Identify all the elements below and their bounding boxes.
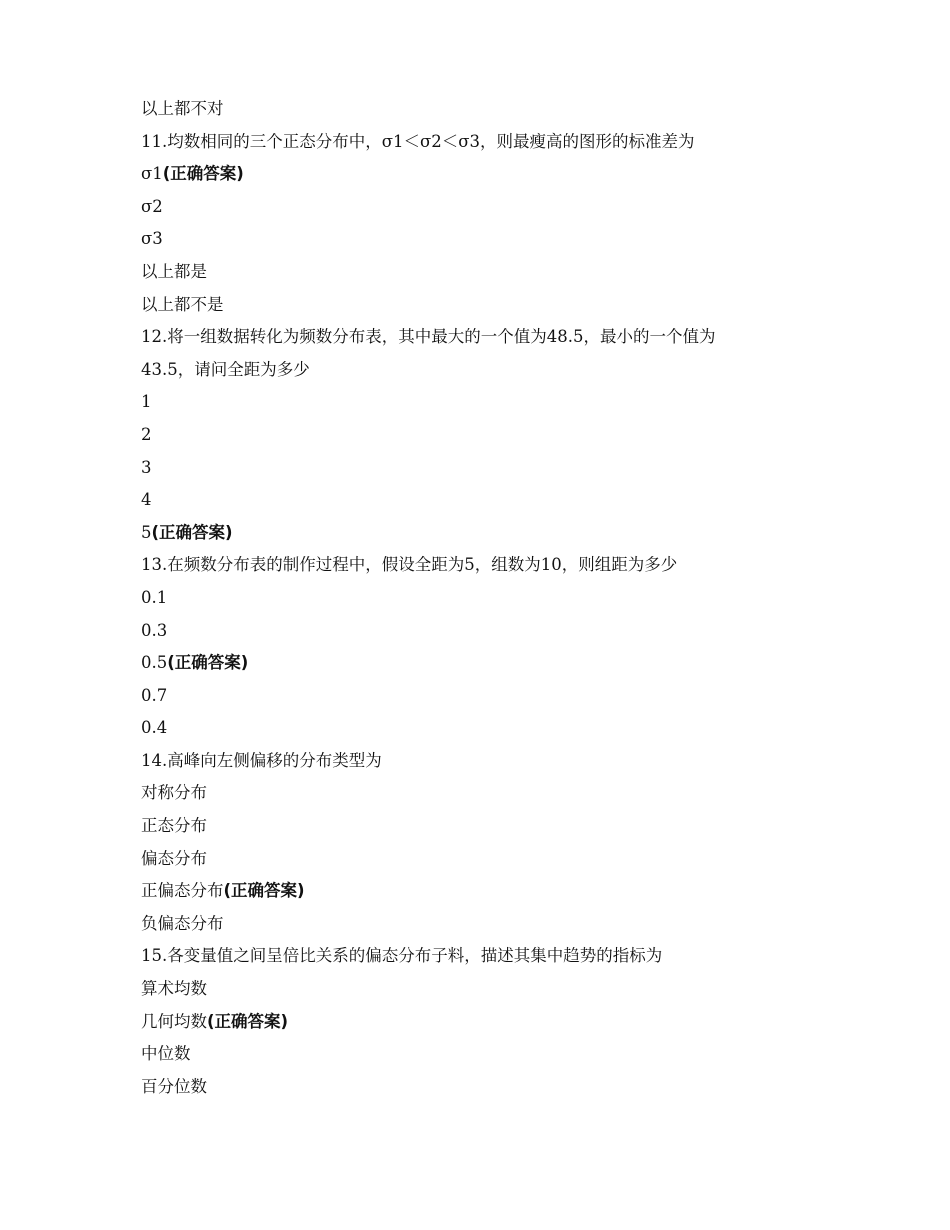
answer-option	[141, 419, 821, 452]
answer-option	[141, 289, 821, 322]
correct-answer-mark: (正确答案)	[207, 1011, 289, 1031]
line-text: σ1	[141, 164, 163, 184]
question-stem	[141, 354, 821, 387]
question-stem	[141, 582, 821, 615]
answer-option	[141, 843, 821, 876]
answer-option-correct	[141, 1006, 821, 1039]
line-text: 以上都不是	[141, 294, 224, 314]
line-text: 以上都不对	[141, 99, 224, 118]
question-stem	[141, 126, 821, 159]
correct-answer-mark: (正确答案)	[151, 522, 233, 542]
line-text: 对称分布	[141, 783, 207, 803]
line-text: 正态分布	[141, 816, 207, 836]
correct-answer-mark: (正确答案)	[167, 653, 249, 673]
line-text: 正偏态分布	[141, 881, 224, 901]
line-text: 几何均数	[141, 1011, 207, 1031]
answer-option-correct	[141, 875, 821, 908]
answer-option	[141, 1038, 821, 1071]
line-text: 0.5	[141, 653, 168, 673]
line-text: 4	[141, 490, 152, 510]
question-list	[141, 93, 821, 1103]
line-text: 2	[141, 424, 152, 444]
line-text: 43.5，请问全距为多少	[141, 359, 310, 379]
answer-option	[141, 93, 821, 126]
question-stem	[141, 940, 821, 973]
question-stem	[141, 680, 821, 713]
question-stem	[141, 647, 821, 680]
answer-option	[141, 256, 821, 289]
line-text: 15.各变量值之间呈倍比关系的偏态分布子料，描述其集中趋势的指标为	[141, 946, 663, 966]
question-stem	[141, 615, 821, 648]
answer-option	[141, 777, 821, 810]
line-text: 0.7	[141, 685, 168, 705]
line-text: 0.4	[141, 718, 168, 738]
answer-option-correct	[141, 517, 821, 550]
line-text: 12.将一组数据转化为频数分布表，其中最大的一个值为48.5，最小的一个值为	[141, 327, 716, 347]
answer-option	[141, 1071, 821, 1104]
line-text: 14.高峰向左侧偏移的分布类型为	[141, 750, 382, 770]
answer-option	[141, 810, 821, 843]
line-text: σ2	[141, 196, 163, 216]
question-stem	[141, 549, 821, 582]
line-text: 偏态分布	[141, 848, 207, 868]
correct-answer-mark: (正确答案)	[162, 164, 244, 184]
answer-option	[141, 191, 821, 224]
answer-option	[141, 223, 821, 256]
line-text: 算术均数	[141, 979, 207, 999]
line-text: 0.1	[141, 587, 168, 607]
line-text: 百分位数	[141, 1076, 207, 1096]
line-text: 5	[141, 522, 152, 542]
line-text: 1	[141, 392, 152, 412]
line-text: 中位数	[141, 1044, 191, 1064]
line-text: 负偏态分布	[141, 913, 224, 933]
correct-answer-mark: (正确答案)	[223, 881, 305, 901]
answer-option-correct	[141, 158, 821, 191]
question-stem	[141, 712, 821, 745]
line-text: 0.3	[141, 620, 168, 640]
line-text: σ3	[141, 229, 163, 249]
question-stem	[141, 745, 821, 778]
answer-option	[141, 973, 821, 1006]
line-text: 13.在频数分布表的制作过程中，假设全距为5，组数为10，则组距为多少	[141, 555, 678, 575]
answer-option	[141, 908, 821, 941]
answer-option	[141, 386, 821, 419]
line-text: 3	[141, 457, 152, 477]
line-text: 11.均数相同的三个正态分布中，σ1＜σ2＜σ3，则最瘦高的图形的标准差为	[141, 131, 695, 151]
question-stem	[141, 321, 821, 354]
answer-option	[141, 452, 821, 485]
answer-option	[141, 484, 821, 517]
line-text: 以上都是	[141, 261, 207, 281]
